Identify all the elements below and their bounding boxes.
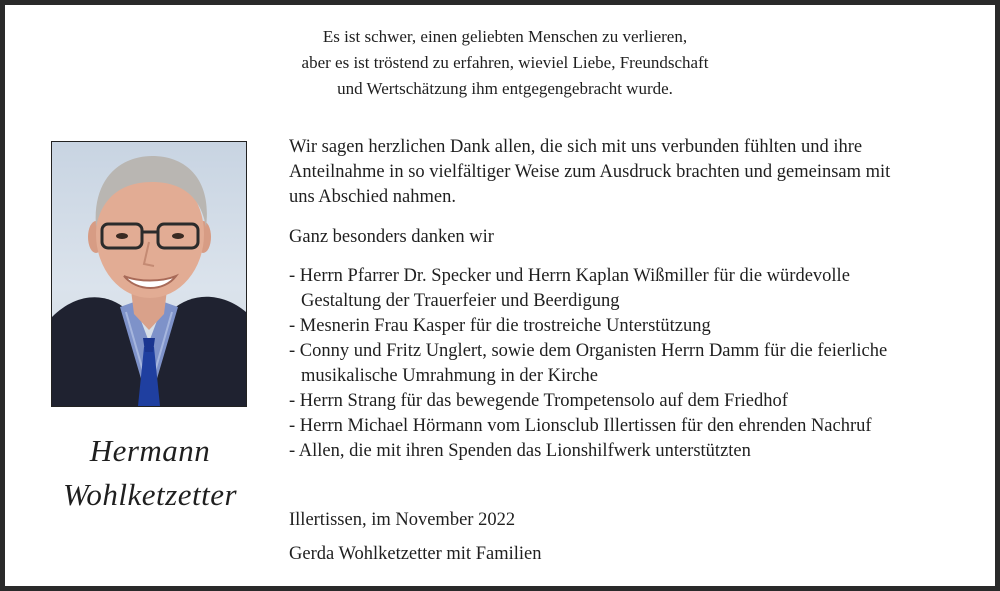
list-item: [289, 389, 969, 414]
intro-line: Anteilnahme in so vielfältiger Weise zum Ausdruck brachten und gemeinsam mit: [289, 162, 891, 182]
list-item-line: - Mesnerin Frau Kasper für die trostreiche Unterstützung: [289, 316, 711, 336]
intro-line: uns Abschied nahmen.: [289, 187, 456, 207]
motto-verse: [155, 24, 855, 102]
list-item: [289, 339, 969, 389]
list-item-line: - Allen, die mit ihren Spenden das Lionshilfwerk unterstützten: [289, 441, 751, 461]
list-item: [289, 414, 969, 439]
deceased-last-name: Wohlketzetter: [62, 477, 238, 512]
motto-line: Es ist schwer, einen geliebten Menschen zu verlieren,: [322, 27, 688, 46]
portrait-photo: [51, 141, 247, 407]
motto-line: aber es ist tröstend zu erfahren, wieviel Liebe, Freundschaft: [301, 53, 709, 72]
list-item-line: - Herrn Strang für das bewegende Trompetensolo auf dem Friedhof: [289, 391, 788, 411]
signature: Gerda Wohlketzetter mit Familien: [289, 544, 542, 564]
place-date: Illertissen, im November 2022: [289, 510, 516, 530]
list-item-line: - Herrn Pfarrer Dr. Specker und Herrn Kaplan Wißmiller für die würdevolle: [289, 266, 850, 286]
list-item: [289, 314, 969, 339]
deceased-first-name: Hermann: [89, 433, 211, 468]
thanks-intro: [289, 135, 969, 210]
list-item-line: - Conny und Fritz Unglert, sowie dem Organisten Herrn Damm für die feierliche: [289, 341, 888, 361]
list-item: [289, 439, 969, 464]
list-item-line: musikalische Umrahmung in der Kirche: [301, 366, 598, 386]
motto-line: und Wertschätzung ihm entgegengebracht wurde.: [337, 79, 673, 98]
list-item: [289, 264, 969, 314]
thanks-list: [289, 264, 969, 464]
list-item-line: - Herrn Michael Hörmann vom Lionsclub Illertissen für den ehrenden Nachruf: [289, 416, 872, 436]
intro-line: Wir sagen herzlichen Dank allen, die sich mit uns verbunden fühlten und ihre: [289, 137, 863, 157]
special-thanks-heading: Ganz besonders danken wir: [289, 227, 494, 247]
list-item-line: Gestaltung der Trauerfeier und Beerdigung: [301, 291, 620, 311]
